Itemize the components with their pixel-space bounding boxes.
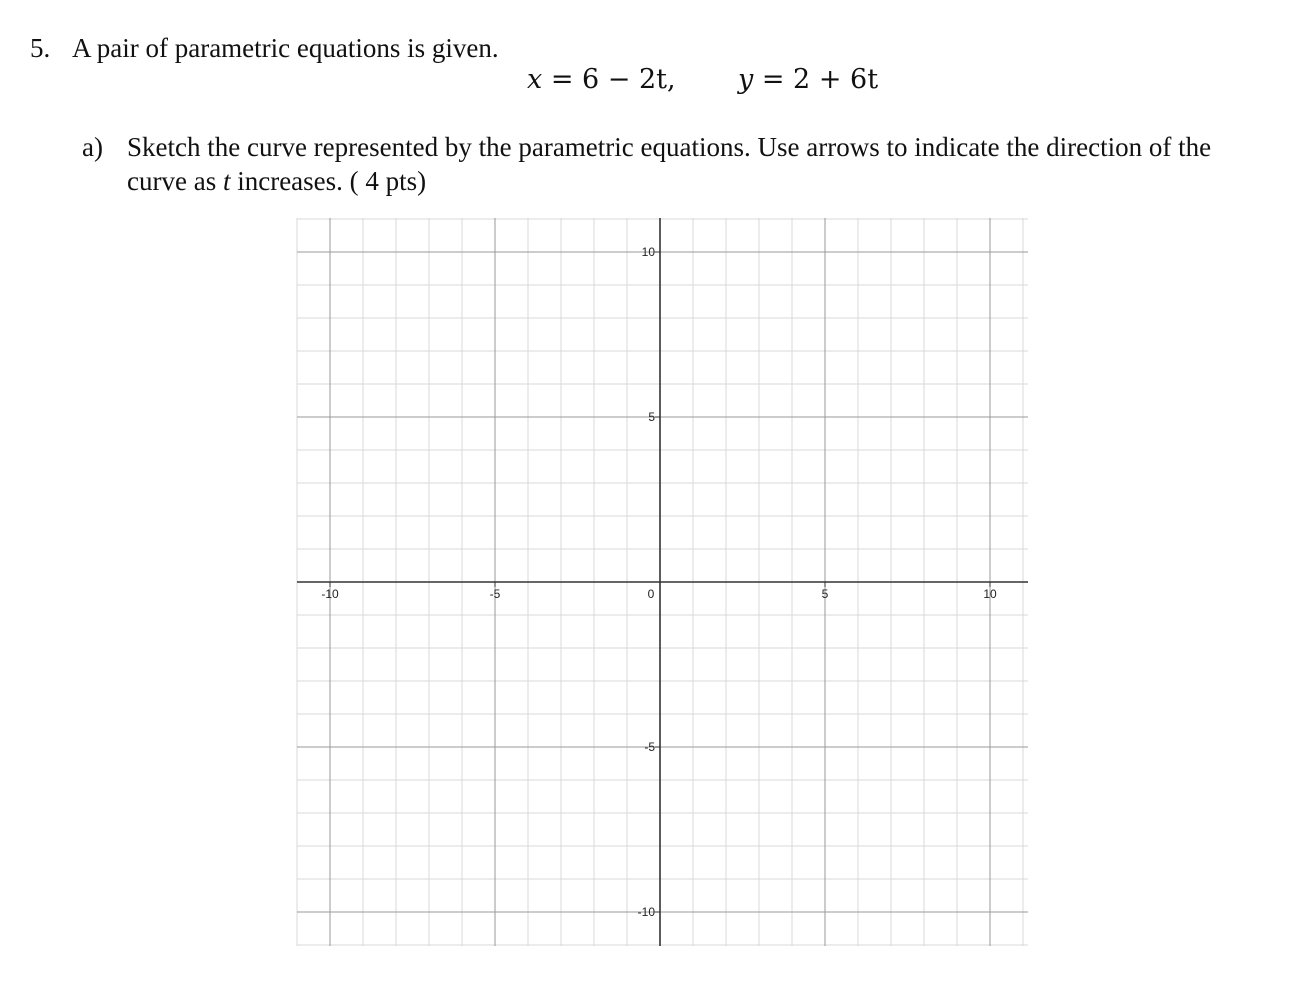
- y-tick-label: -5: [644, 740, 655, 754]
- part-a-line-2-post: increases. ( 4 pts): [230, 166, 427, 196]
- equation-x-rhs: = 6 − 2t,: [542, 64, 676, 95]
- x-tick-label: 0: [647, 587, 655, 601]
- problem-number: 5.: [30, 33, 51, 63]
- part-a-label: a): [82, 132, 103, 162]
- y-tick-label: 5: [648, 410, 655, 424]
- equation-y-variable: y: [738, 64, 754, 95]
- y-tick-label: -10: [637, 905, 655, 919]
- x-tick-label: 5: [821, 587, 829, 601]
- y-tick-label: 10: [641, 245, 655, 259]
- part-a-line-1: Sketch the curve represented by the parametric equations. Use arrows to indicate the direction of the: [127, 132, 1212, 162]
- x-tick-label: -5: [489, 587, 501, 601]
- part-a-variable-t: t: [222, 166, 231, 196]
- problem-text: A pair of parametric equations is given.: [72, 33, 499, 63]
- equation-x-variable: x: [527, 64, 543, 95]
- equation-y-rhs: = 2 + 6t: [753, 64, 879, 95]
- part-a-line-2-pre: curve as: [127, 166, 223, 196]
- x-tick-label: 10: [983, 587, 997, 601]
- x-tick-label: -10: [321, 587, 339, 601]
